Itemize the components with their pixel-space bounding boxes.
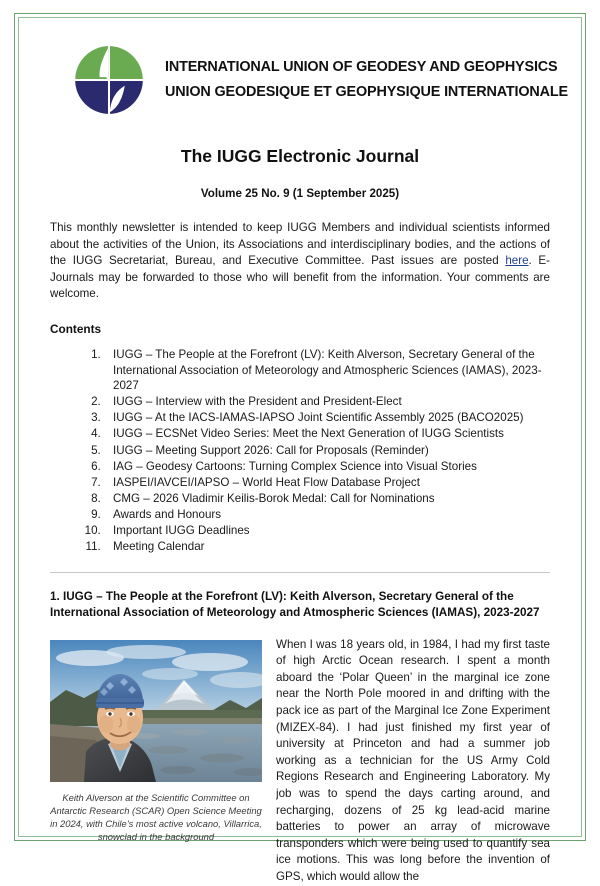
list-item[interactable]: 10. Important IUGG Deadlines (104, 523, 553, 539)
iugg-logo (73, 44, 145, 116)
figure-caption: Keith Alverson at the Scientific Committee on Antarctic Research (SCAR) Open Science Meeting in 2024, with Chile’s most active volcano, Villarrica, snowclad in the background (50, 791, 262, 843)
contents-heading: Contents (50, 321, 102, 336)
org-name-english: INTERNATIONAL UNION OF GEODESY AND GEOPHYSICS (165, 59, 558, 75)
org-name-french: UNION GEODESIQUE ET GEOPHYSIQUE INTERNATIONALE (165, 84, 569, 100)
contents-list (47, 347, 553, 555)
article-body (47, 637, 553, 886)
list-item[interactable]: 9. Awards and Honours (104, 507, 553, 523)
list-item[interactable]: 3. IUGG – At the IACS-IAMAS-IAPSO Joint Scientific Assembly 2025 (BACO2025) (104, 410, 553, 426)
past-issues-link[interactable]: here (505, 254, 529, 268)
intro-paragraph (47, 220, 553, 303)
list-item[interactable]: 7. IASPEI/IAVCEI/IAPSO – World Heat Flow Database Project (104, 475, 553, 491)
article-paragraph: When I was 18 years old, in 1984, I had my first taste of high Arctic Ocean research. I spent a month aboard the ‘Polar Queen’ in the marginal ice zone near the North Pole moored in and drifting with the pack ice as part of the Marginal Ice Zone Experiment (MIZEX-84). I had just finished my first year of university at Princeton and had a summer job working as a technician for the US Army Cold Regions Research and Engineering Laboratory. My job was to spend the days carting around, and recharging, dozens of 25 kg lead-acid marine batteries to power an array of microwave transponders which were being used to quantify sea ice motions. This was long before the invention of GPS, which would allow the (276, 637, 550, 883)
list-item[interactable]: 2. IUGG – Interview with the President and President-Elect (104, 394, 553, 410)
volume-issue-line: Volume 25 No. 9 (1 September 2025) (200, 187, 400, 200)
article-figure (50, 640, 262, 844)
intro-text-before-link: This monthly newsletter is intended to keep IUGG Members and individual scientists informed about the activities of the Union, its Associations and interdisciplinary bodies, and the actions of the IUGG Secretariat, Bureau, and Executive Committee. Past issues are posted (50, 221, 550, 268)
intro-text-after-link: . E-Journals may be forwarded to those who will benefit from the information. Your comments are welcome. (50, 254, 550, 301)
article-heading: 1. IUGG – The People at the Forefront (LV): Keith Alverson, Secretary General of the International Association of Meteorology and Atmospheric Sciences (IAMAS), 2023-2027 (50, 589, 540, 620)
keith-alverson-photo (50, 640, 262, 782)
page-content (28, 27, 572, 883)
list-item[interactable]: 11. Meeting Calendar (104, 539, 553, 555)
organization-names (165, 55, 568, 105)
list-item[interactable]: 4. IUGG – ECSNet Video Series: Meet the Next Generation of IUGG Scientists (104, 426, 553, 442)
section-divider (50, 572, 550, 573)
list-item[interactable]: 8. CMG – 2026 Vladimir Keilis-Borok Medal: Call for Nominations (104, 491, 553, 507)
list-item[interactable]: 6. IAG – Geodesy Cartoons: Turning Complex Science into Visual Stories (104, 459, 553, 475)
masthead (47, 27, 569, 116)
page-title: The IUGG Electronic Journal (180, 146, 420, 166)
list-item[interactable]: 1. IUGG – The People at the Forefront (LV): Keith Alverson, Secretary General of the International Association of Meteorology and Atmospheric Sciences (IAMAS), 2023-2027 (104, 347, 553, 394)
list-item[interactable]: 5. IUGG – Meeting Support 2026: Call for Proposals (Reminder) (104, 443, 553, 459)
